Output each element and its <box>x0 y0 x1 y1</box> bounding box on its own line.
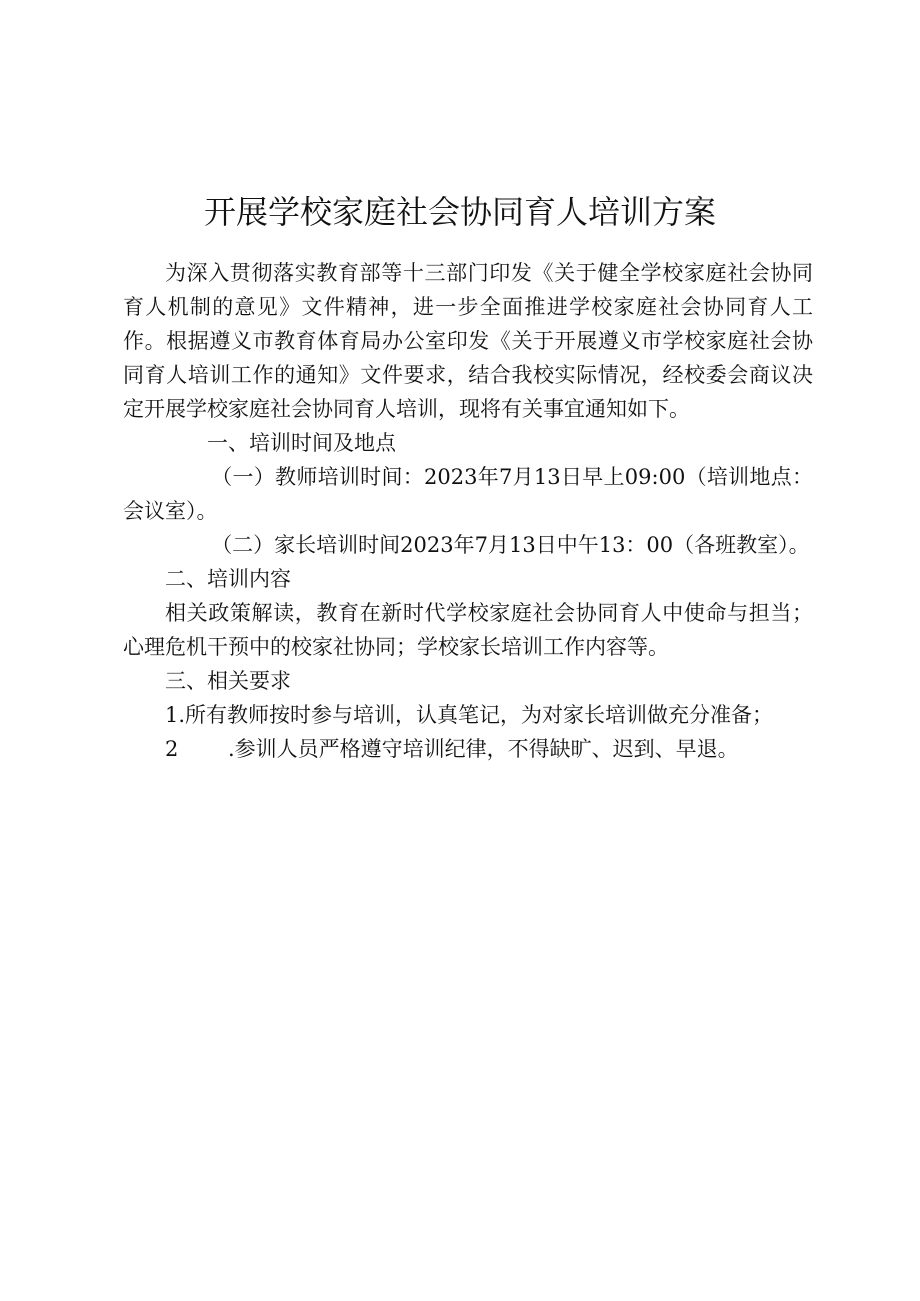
section3-heading: 三、相关要求 <box>165 669 291 693</box>
section1-item1: （一）教师培训时间：2023年7月13日早上09:00（培训地点：会议室）。 <box>123 465 813 523</box>
section1-heading: 一、培训时间及地点 <box>207 431 396 455</box>
document-body <box>123 256 813 766</box>
section3-item2-number: 2 <box>165 737 179 761</box>
intro-paragraph: 为深入贯彻落实教育部等十三部门印发《关于健全学校家庭社会协同育人机制的意见》文件精神，进一步全面推进学校家庭社会协同育人工作。根据遵义市教育体育局办公室印发《关于开展遵义市学校家庭社会协同育人培训工作的通知》文件要求，结合我校实际情况，经校委会商议决定开展学校家庭社会协同育人培训，现将有关事宜通知如下。 <box>123 261 813 421</box>
section1-item2: （二）家长培训时间2023年7月13日中午13：00（各班教室）。 <box>211 533 810 557</box>
section3-item2-text: .参训人员严格遵守培训纪律，不得缺旷、迟到、早退。 <box>228 737 739 761</box>
section3-item1: 1.所有教师按时参与培训，认真笔记，为对家长培训做充分准备； <box>165 703 774 727</box>
section2-heading: 二、培训内容 <box>165 567 291 591</box>
section3-item2 <box>123 732 813 766</box>
section2-content: 相关政策解读，教育在新时代学校家庭社会协同育人中使命与担当；心理危机干预中的校家社协同；学校家长培训工作内容等。 <box>123 601 813 659</box>
document-title: 开展学校家庭社会协同育人培训方案 <box>203 193 716 231</box>
